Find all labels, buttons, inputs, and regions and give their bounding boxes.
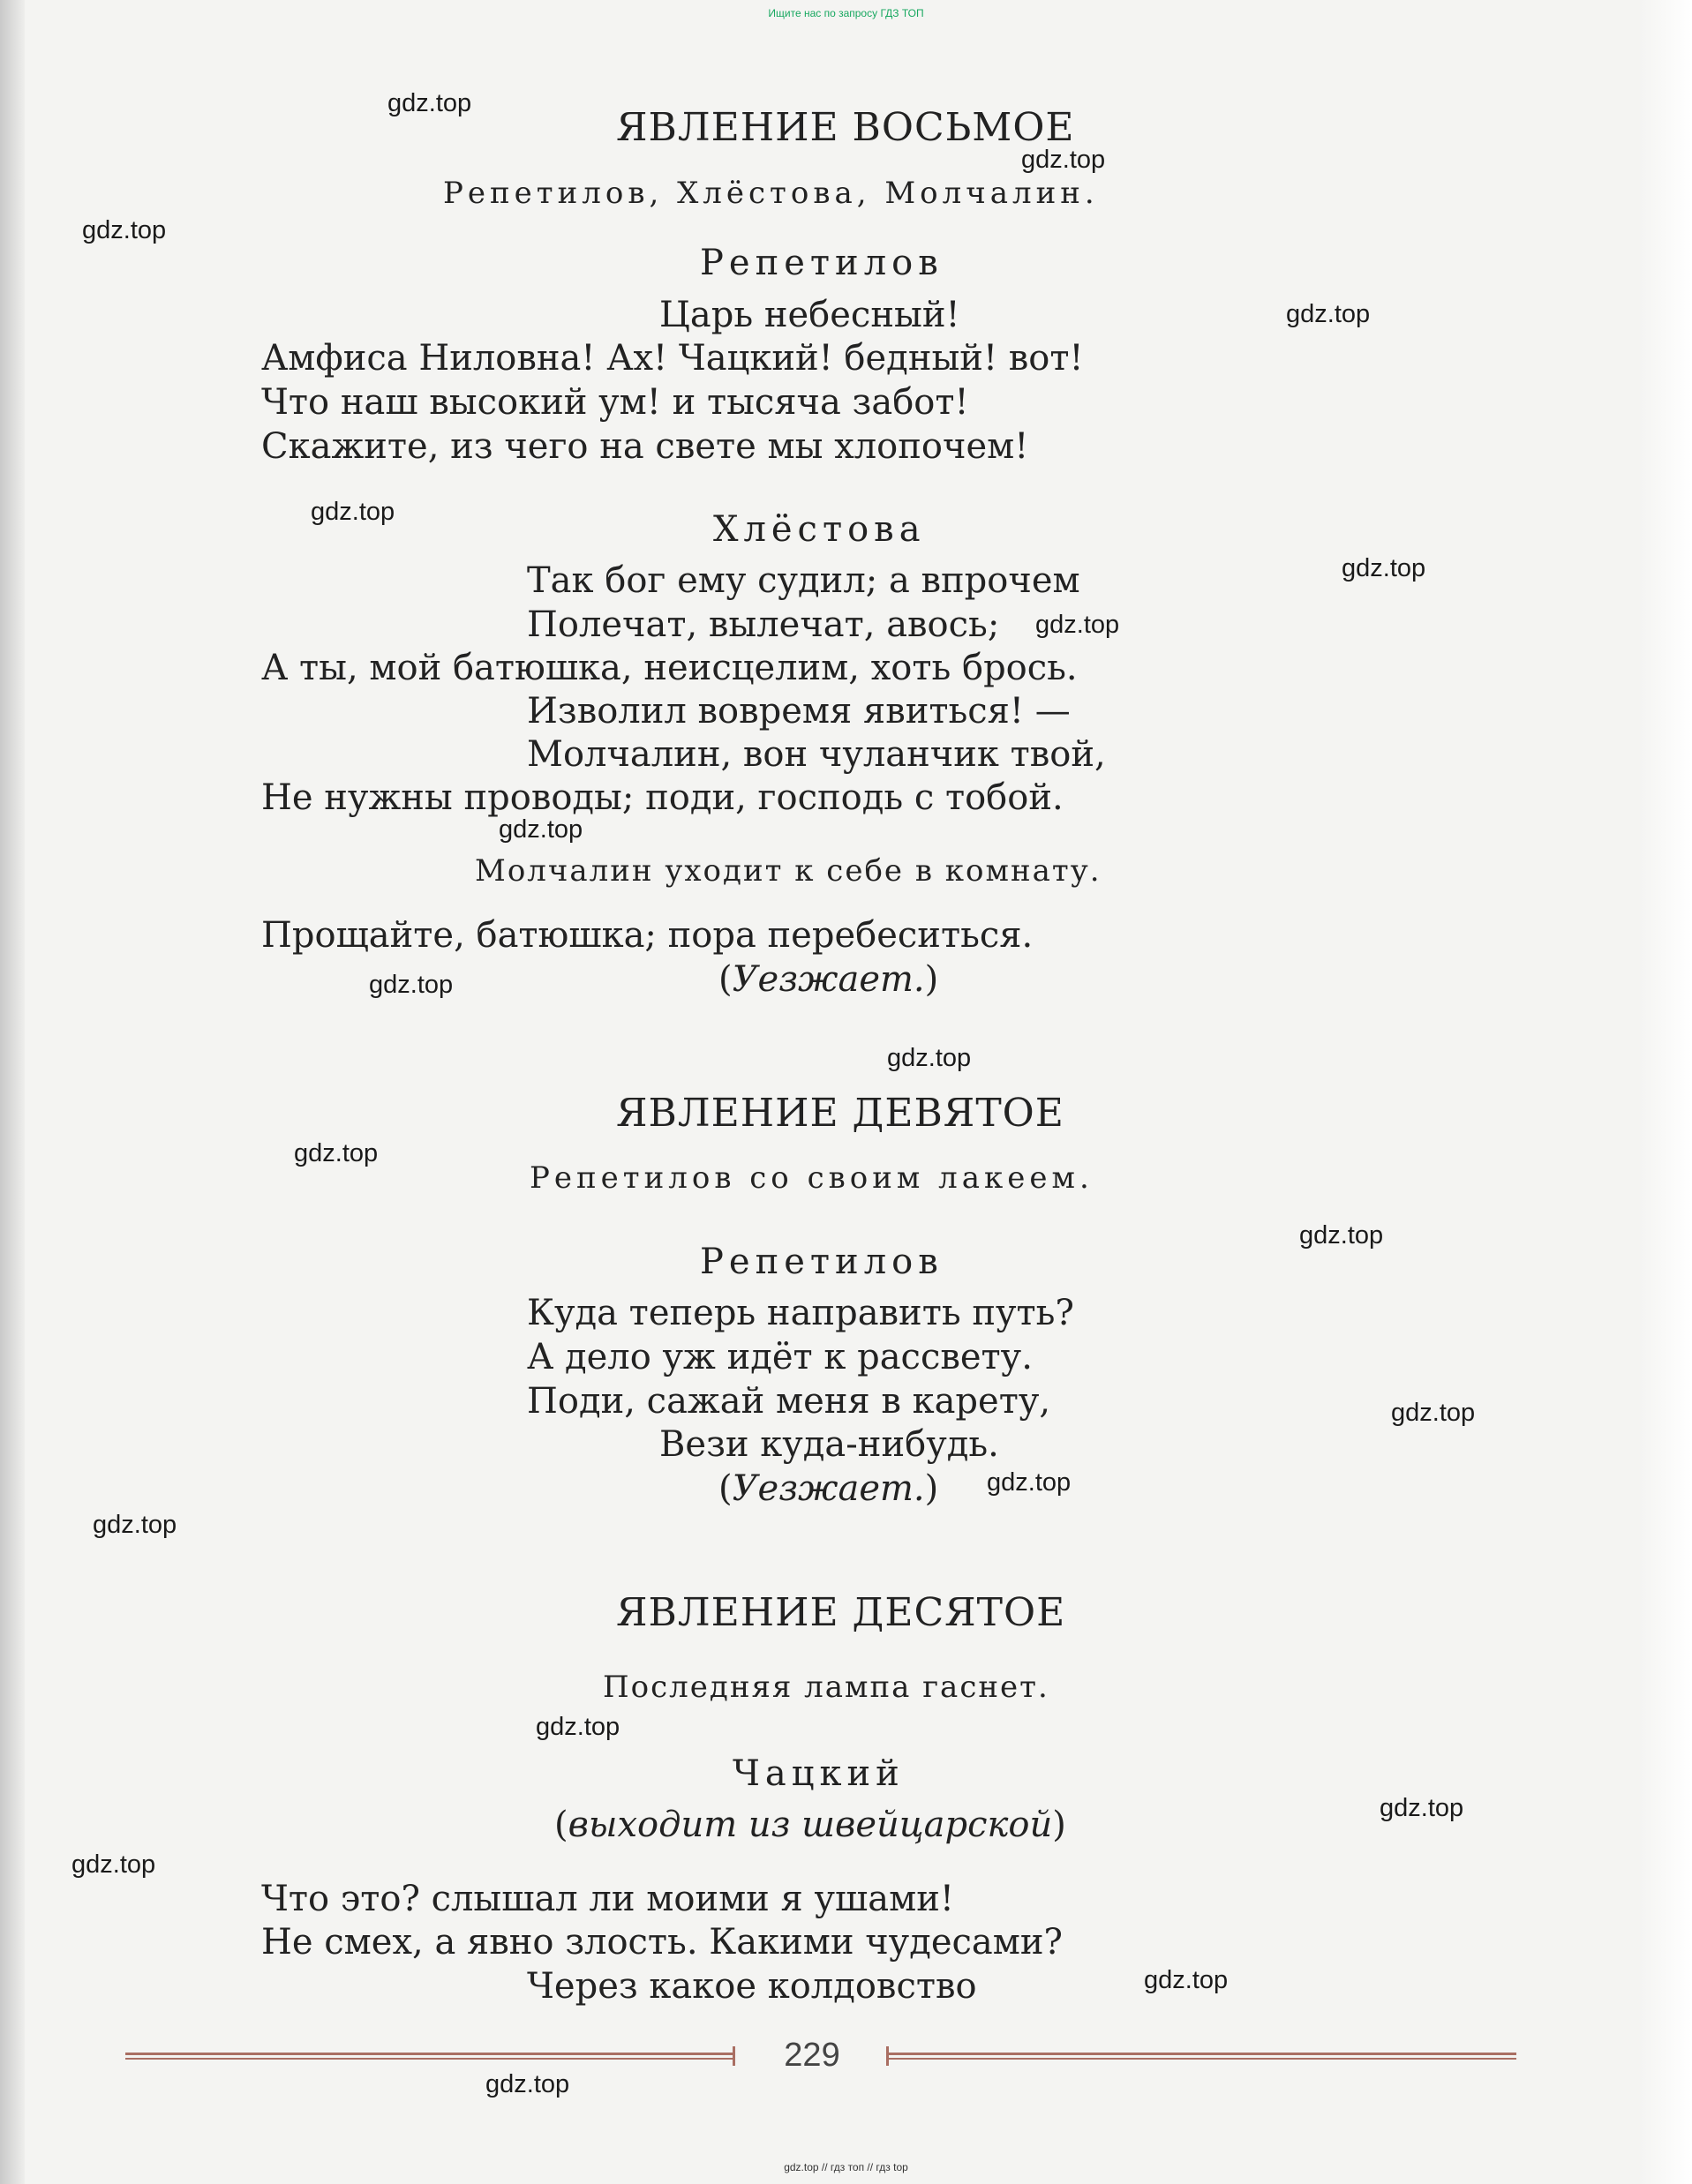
stage-exit: (Уезжает.) — [718, 1468, 939, 1509]
scene-8-cast: Репетилов, Хлёстова, Молчалин. — [443, 176, 1099, 211]
watermark: gdz.top — [1299, 1221, 1384, 1250]
watermark: gdz.top — [1286, 300, 1371, 328]
watermark: gdz.top — [887, 1044, 972, 1072]
bottom-note: gdz.top // гдз топ // гдз top — [784, 2161, 908, 2173]
verse-line: А ты, мой батюшка, неисцелим, хоть брось. — [261, 648, 1078, 688]
watermark: gdz.top — [311, 498, 395, 526]
verse-line: Поди, сажай меня в карету, — [527, 1381, 1051, 1422]
exit-text: Уезжает. — [732, 1468, 925, 1509]
speaker-chatsky: Чацкий — [733, 1753, 905, 1794]
watermark: gdz.top — [499, 815, 583, 844]
scene-10-title: ЯВЛЕНИЕ ДЕСЯТОЕ — [616, 1590, 1066, 1635]
watermark: gdz.top — [294, 1139, 379, 1167]
verse-line: Царь небесный! — [659, 295, 960, 335]
watermark: gdz.top — [1021, 146, 1106, 174]
scene-8-title: ЯВЛЕНИЕ ВОСЬМОЕ — [616, 105, 1075, 150]
footer-rule-right — [888, 2053, 1516, 2060]
scene-9-cast: Репетилов со своим лакеем. — [530, 1160, 1094, 1196]
watermark: gdz.top — [387, 89, 472, 117]
verse-line: Вези куда-нибудь. — [659, 1424, 999, 1465]
watermark: gdz.top — [485, 2070, 570, 2098]
verse-line: Полечат, вылечат, авось; — [527, 604, 1000, 645]
verse-line: Что это? слышал ли моими я ушами! — [261, 1879, 954, 1919]
footer-rule-left — [125, 2053, 734, 2060]
verse-line: Изволил вовремя явиться! — — [527, 691, 1071, 732]
verse-line: Амфиса Ниловна! Ах! Чацкий! бедный! вот! — [261, 338, 1084, 379]
remark-text: выходит из швейцарской — [568, 1805, 1053, 1845]
verse-line: Не смех, а явно злость. Какими чудесами? — [261, 1922, 1063, 1963]
watermark: gdz.top — [1391, 1399, 1476, 1427]
watermark: gdz.top — [1144, 1966, 1229, 1994]
speaker-khlestova: Хлёстова — [713, 509, 926, 550]
watermark: gdz.top — [93, 1511, 177, 1539]
watermark: gdz.top — [71, 1850, 156, 1879]
watermark: gdz.top — [369, 971, 454, 999]
stage-exit: (Уезжает.) — [718, 959, 939, 1000]
verse-line: Скажите, из чего на свете мы хлопочем! — [261, 426, 1029, 467]
watermark: gdz.top — [82, 216, 167, 244]
verse-line: Так бог ему судил; а впрочем — [527, 560, 1080, 601]
watermark: gdz.top — [1342, 554, 1426, 582]
watermark: gdz.top — [536, 1713, 620, 1741]
watermark: gdz.top — [1035, 611, 1120, 639]
watermark: gdz.top — [1380, 1794, 1464, 1822]
verse-line: Молчалин, вон чуланчик твой, — [527, 734, 1106, 775]
top-note: Ищите нас по запросу ГДЗ ТОП — [768, 7, 924, 19]
verse-line: Куда теперь направить путь? — [527, 1293, 1074, 1333]
stage-remark: (выходит из швейцарской) — [554, 1805, 1066, 1845]
scene-9-title: ЯВЛЕНИЕ ДЕВЯТОЕ — [616, 1091, 1064, 1136]
stage-direction: Последняя лампа гаснет. — [603, 1670, 1049, 1705]
verse-line: Что наш высокий ум! и тысяча забот! — [261, 382, 969, 423]
verse-line: Через какое колдовство — [527, 1966, 977, 2007]
watermark: gdz.top — [987, 1468, 1072, 1497]
verse-line: А дело уж идёт к рассвету. — [527, 1337, 1033, 1377]
exit-text: Уезжает. — [732, 959, 925, 1000]
speaker-repetilov-2: Репетилов — [700, 1242, 944, 1282]
verse-line: Не нужны проводы; поди, господь с тобой. — [261, 777, 1064, 818]
speaker-repetilov-1: Репетилов — [700, 243, 944, 283]
page-number: 229 — [784, 2037, 840, 2074]
verse-line: Прощайте, батюшка; пора перебеситься. — [261, 915, 1034, 956]
footer-tick-left — [733, 2046, 735, 2066]
stage-direction: Молчалин уходит к себе в комнату. — [475, 853, 1102, 889]
